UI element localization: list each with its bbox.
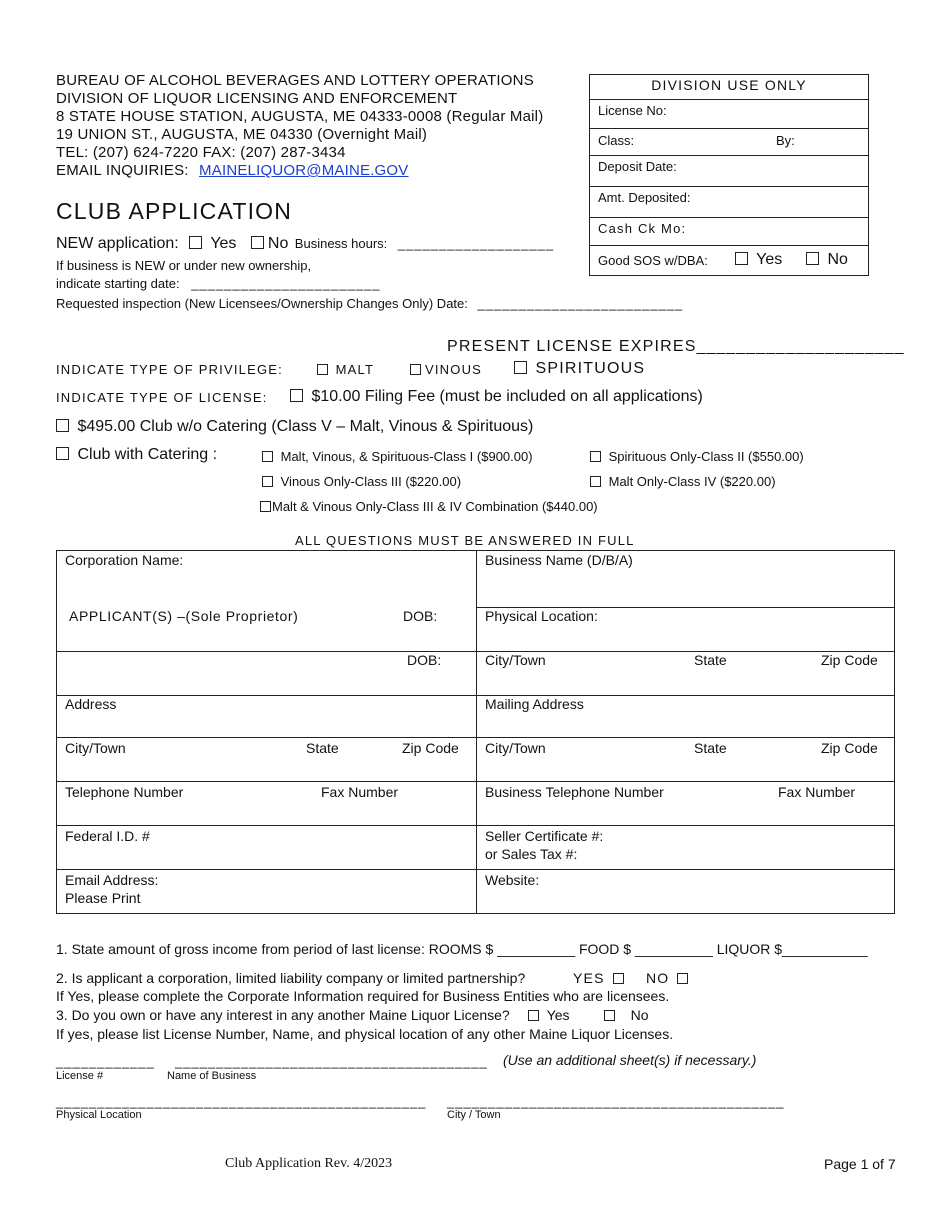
privilege-row bbox=[56, 360, 646, 377]
starting-date-row bbox=[56, 276, 381, 291]
checkbox-icon[interactable] bbox=[806, 252, 819, 265]
checkbox-icon[interactable] bbox=[317, 364, 328, 375]
mailing-zip-field[interactable]: Zip Code bbox=[821, 740, 878, 756]
deposit-date-row bbox=[590, 155, 868, 186]
page-title: CLUB APPLICATION bbox=[56, 198, 293, 224]
new-application-label: NEW application: bbox=[56, 235, 179, 252]
deposit-date-label: Deposit Date: bbox=[598, 159, 677, 174]
physical-location-label: Physical Location bbox=[56, 1109, 142, 1121]
fax-field[interactable]: Fax Number bbox=[321, 784, 399, 800]
question-3 bbox=[56, 1007, 649, 1023]
checkbox-icon[interactable] bbox=[604, 1010, 615, 1021]
website-field[interactable]: Website: bbox=[485, 872, 540, 888]
catering-class-2[interactable]: Spirituous Only-Class II ($550.00) bbox=[590, 449, 804, 464]
business-telephone-field[interactable]: Business Telephone Number bbox=[485, 784, 664, 800]
new-application-no[interactable]: No bbox=[251, 235, 288, 252]
club-with-catering-option[interactable]: Club with Catering : bbox=[56, 446, 217, 464]
question-2 bbox=[56, 970, 670, 986]
federal-id-field[interactable]: Federal I.D. # bbox=[65, 828, 150, 844]
business-hours-label: Business hours: bbox=[294, 236, 388, 251]
cash-ck-mo-row bbox=[590, 217, 868, 246]
starting-date-label: indicate starting date: bbox=[56, 276, 180, 291]
license-no-row bbox=[590, 99, 868, 128]
please-print-note: Please Print bbox=[65, 890, 141, 906]
overnight-mail-address: 19 UNION ST., AUGUSTA, ME 04330 (Overnight Mail) bbox=[56, 126, 428, 143]
business-city-field[interactable]: City/Town bbox=[485, 652, 546, 668]
checkbox-icon[interactable] bbox=[528, 1010, 539, 1021]
regular-mail-address: 8 STATE HOUSE STATION, AUGUSTA, ME 04333-0008 (Regular Mail) bbox=[56, 108, 544, 125]
checkbox-icon[interactable] bbox=[735, 252, 748, 265]
license-number-input[interactable]: ____________ bbox=[56, 1054, 155, 1069]
starting-date-input[interactable]: _______________________ bbox=[191, 276, 381, 291]
checkbox-icon[interactable] bbox=[290, 389, 303, 402]
checkbox-icon[interactable] bbox=[613, 973, 624, 984]
question-2-text: 2. Is applicant a corporation, limited liability company or limited partnership? bbox=[56, 970, 526, 986]
dob-label-1: DOB: bbox=[403, 608, 438, 624]
business-zip-field[interactable]: Zip Code bbox=[821, 652, 878, 668]
business-hours-input[interactable]: ___________________ bbox=[397, 236, 555, 251]
applicant-info-table bbox=[56, 550, 895, 914]
phone-fax: TEL: (207) 624-7220 FAX: (207) 287-3434 bbox=[56, 144, 346, 161]
physical-location-field[interactable]: Physical Location: bbox=[485, 608, 598, 624]
question-3-no[interactable]: No bbox=[604, 1007, 649, 1023]
club-wo-catering-option[interactable]: $495.00 Club w/o Catering (Class V – Malt, Vinous & Spirituous) bbox=[56, 418, 533, 436]
seller-certificate-field[interactable]: Seller Certificate #: bbox=[485, 828, 604, 844]
new-application-yes[interactable]: Yes bbox=[189, 235, 236, 252]
question-3-note: If yes, please list License Number, Name, and physical location of any other Maine Liquor Licenses. bbox=[56, 1026, 674, 1042]
question-2-no[interactable]: NO bbox=[646, 970, 692, 986]
new-application-row bbox=[56, 235, 554, 253]
question-1: 1. State amount of gross income from period of last license: ROOMS $ __________ FOOD $ __________ LIQUOR $___________ bbox=[56, 941, 868, 957]
corporation-name-field[interactable]: Corporation Name: bbox=[65, 552, 184, 568]
address-field[interactable]: Address bbox=[65, 696, 117, 712]
applicants-field[interactable]: APPLICANT(S) –(Sole Proprietor) bbox=[69, 608, 299, 624]
license-no-label: License No: bbox=[598, 103, 667, 118]
checkbox-icon[interactable] bbox=[262, 451, 273, 462]
inspection-label: Requested inspection (New Licensees/Ownership Changes Only) Date: bbox=[56, 296, 468, 311]
checkbox-icon[interactable] bbox=[189, 236, 202, 249]
question-2-note: If Yes, please complete the Corporate Information required for Business Entities who are licensees. bbox=[56, 988, 670, 1004]
division-use-box bbox=[589, 74, 869, 276]
checkbox-icon[interactable] bbox=[677, 973, 688, 984]
email-label: EMAIL INQUIRIES: bbox=[56, 162, 189, 179]
table-heading: ALL QUESTIONS MUST BE ANSWERED IN FULL bbox=[295, 533, 635, 548]
inspection-row bbox=[56, 296, 683, 311]
checkbox-icon[interactable] bbox=[590, 476, 601, 487]
sales-tax-field[interactable]: or Sales Tax #: bbox=[485, 846, 578, 862]
good-sos-no[interactable]: No bbox=[806, 251, 848, 269]
mailing-city-field[interactable]: City/Town bbox=[485, 740, 546, 756]
checkbox-icon[interactable] bbox=[590, 451, 601, 462]
present-license-row bbox=[447, 338, 904, 356]
license-type-row bbox=[56, 388, 703, 405]
privilege-vinous[interactable]: VINOUS bbox=[410, 362, 482, 377]
checkbox-icon[interactable] bbox=[262, 476, 273, 487]
class-label: Class: bbox=[598, 133, 635, 148]
inspection-date-input[interactable]: _________________________ bbox=[477, 296, 684, 311]
email-link[interactable]: MAINELIQUOR@MAINE.GOV bbox=[199, 162, 409, 179]
class-row bbox=[590, 128, 868, 157]
amt-deposited-label: Amt. Deposited: bbox=[598, 190, 691, 205]
new-business-note: If business is NEW or under new ownership, bbox=[56, 258, 312, 273]
additional-sheet-note: (Use an additional sheet(s) if necessary.) bbox=[503, 1052, 757, 1068]
state-field[interactable]: State bbox=[306, 740, 339, 756]
agency-name: BUREAU OF ALCOHOL BEVERAGES AND LOTTERY OPERATIONS bbox=[56, 72, 534, 89]
email-field[interactable]: Email Address: bbox=[65, 872, 159, 888]
catering-class-4[interactable]: Malt Only-Class IV ($220.00) bbox=[590, 474, 776, 489]
checkbox-icon[interactable] bbox=[514, 361, 527, 374]
checkbox-icon[interactable] bbox=[260, 501, 271, 512]
good-sos-row bbox=[590, 245, 868, 277]
license-number-label: License # bbox=[56, 1070, 104, 1082]
question-3-text: 3. Do you own or have any interest in any another Maine Liquor License? bbox=[56, 1007, 510, 1023]
dob-label-2: DOB: bbox=[407, 652, 442, 668]
catering-class-1[interactable]: Malt, Vinous, & Spirituous-Class I ($900.00) bbox=[262, 449, 533, 464]
filing-fee-option[interactable]: $10.00 Filing Fee (must be included on all applications) bbox=[290, 388, 703, 406]
good-sos-yes[interactable]: Yes bbox=[735, 251, 782, 269]
catering-class-3-4[interactable]: Malt & Vinous Only-Class III & IV Combination ($440.00) bbox=[260, 499, 598, 514]
division-title: DIVISION USE ONLY bbox=[651, 77, 807, 93]
question-2-yes[interactable]: YES bbox=[573, 970, 628, 986]
mailing-state-field[interactable]: State bbox=[694, 740, 727, 756]
telephone-field[interactable]: Telephone Number bbox=[65, 784, 184, 800]
city-town-label: City / Town bbox=[447, 1109, 501, 1121]
checkbox-icon[interactable] bbox=[56, 419, 69, 432]
amt-deposited-row bbox=[590, 186, 868, 218]
page-number: Page 1 of 7 bbox=[824, 1156, 896, 1172]
good-sos-label: Good SOS w/DBA: bbox=[598, 253, 708, 268]
by-label: By: bbox=[776, 133, 795, 148]
business-name-input[interactable]: ______________________________________ bbox=[175, 1054, 488, 1069]
question-3-yes[interactable]: Yes bbox=[528, 1007, 569, 1023]
physical-location-input[interactable]: _____________________________________________ bbox=[56, 1094, 427, 1109]
privilege-spirituous[interactable]: SPIRITUOUS bbox=[514, 360, 645, 378]
city-town-input[interactable]: _________________________________________ bbox=[447, 1094, 785, 1109]
privilege-malt[interactable]: MALT bbox=[317, 362, 374, 377]
business-name-field[interactable]: Business Name (D/B/A) bbox=[485, 552, 633, 568]
business-state-field[interactable]: State bbox=[694, 652, 727, 668]
city-town-field[interactable]: City/Town bbox=[65, 740, 126, 756]
cash-ck-mo-label: Cash Ck Mo: bbox=[598, 221, 687, 236]
checkbox-icon[interactable] bbox=[56, 447, 69, 460]
form-revision: Club Application Rev. 4/2023 bbox=[225, 1156, 393, 1171]
business-fax-field[interactable]: Fax Number bbox=[778, 784, 856, 800]
privilege-label: INDICATE TYPE OF PRIVILEGE: bbox=[56, 362, 283, 377]
present-license-label: PRESENT LICENSE EXPIRES bbox=[447, 338, 697, 355]
checkbox-icon[interactable] bbox=[251, 236, 264, 249]
catering-class-3[interactable]: Vinous Only-Class III ($220.00) bbox=[262, 474, 461, 489]
license-type-label: INDICATE TYPE OF LICENSE: bbox=[56, 390, 268, 405]
division-name: DIVISION OF LIQUOR LICENSING AND ENFORCEMENT bbox=[56, 90, 458, 107]
mailing-address-field[interactable]: Mailing Address bbox=[485, 696, 584, 712]
zip-code-field[interactable]: Zip Code bbox=[402, 740, 459, 756]
business-name-label: Name of Business bbox=[167, 1070, 257, 1082]
checkbox-icon[interactable] bbox=[410, 364, 421, 375]
email-inquiries bbox=[56, 162, 409, 180]
present-license-input[interactable]: _____________________ bbox=[696, 338, 905, 355]
